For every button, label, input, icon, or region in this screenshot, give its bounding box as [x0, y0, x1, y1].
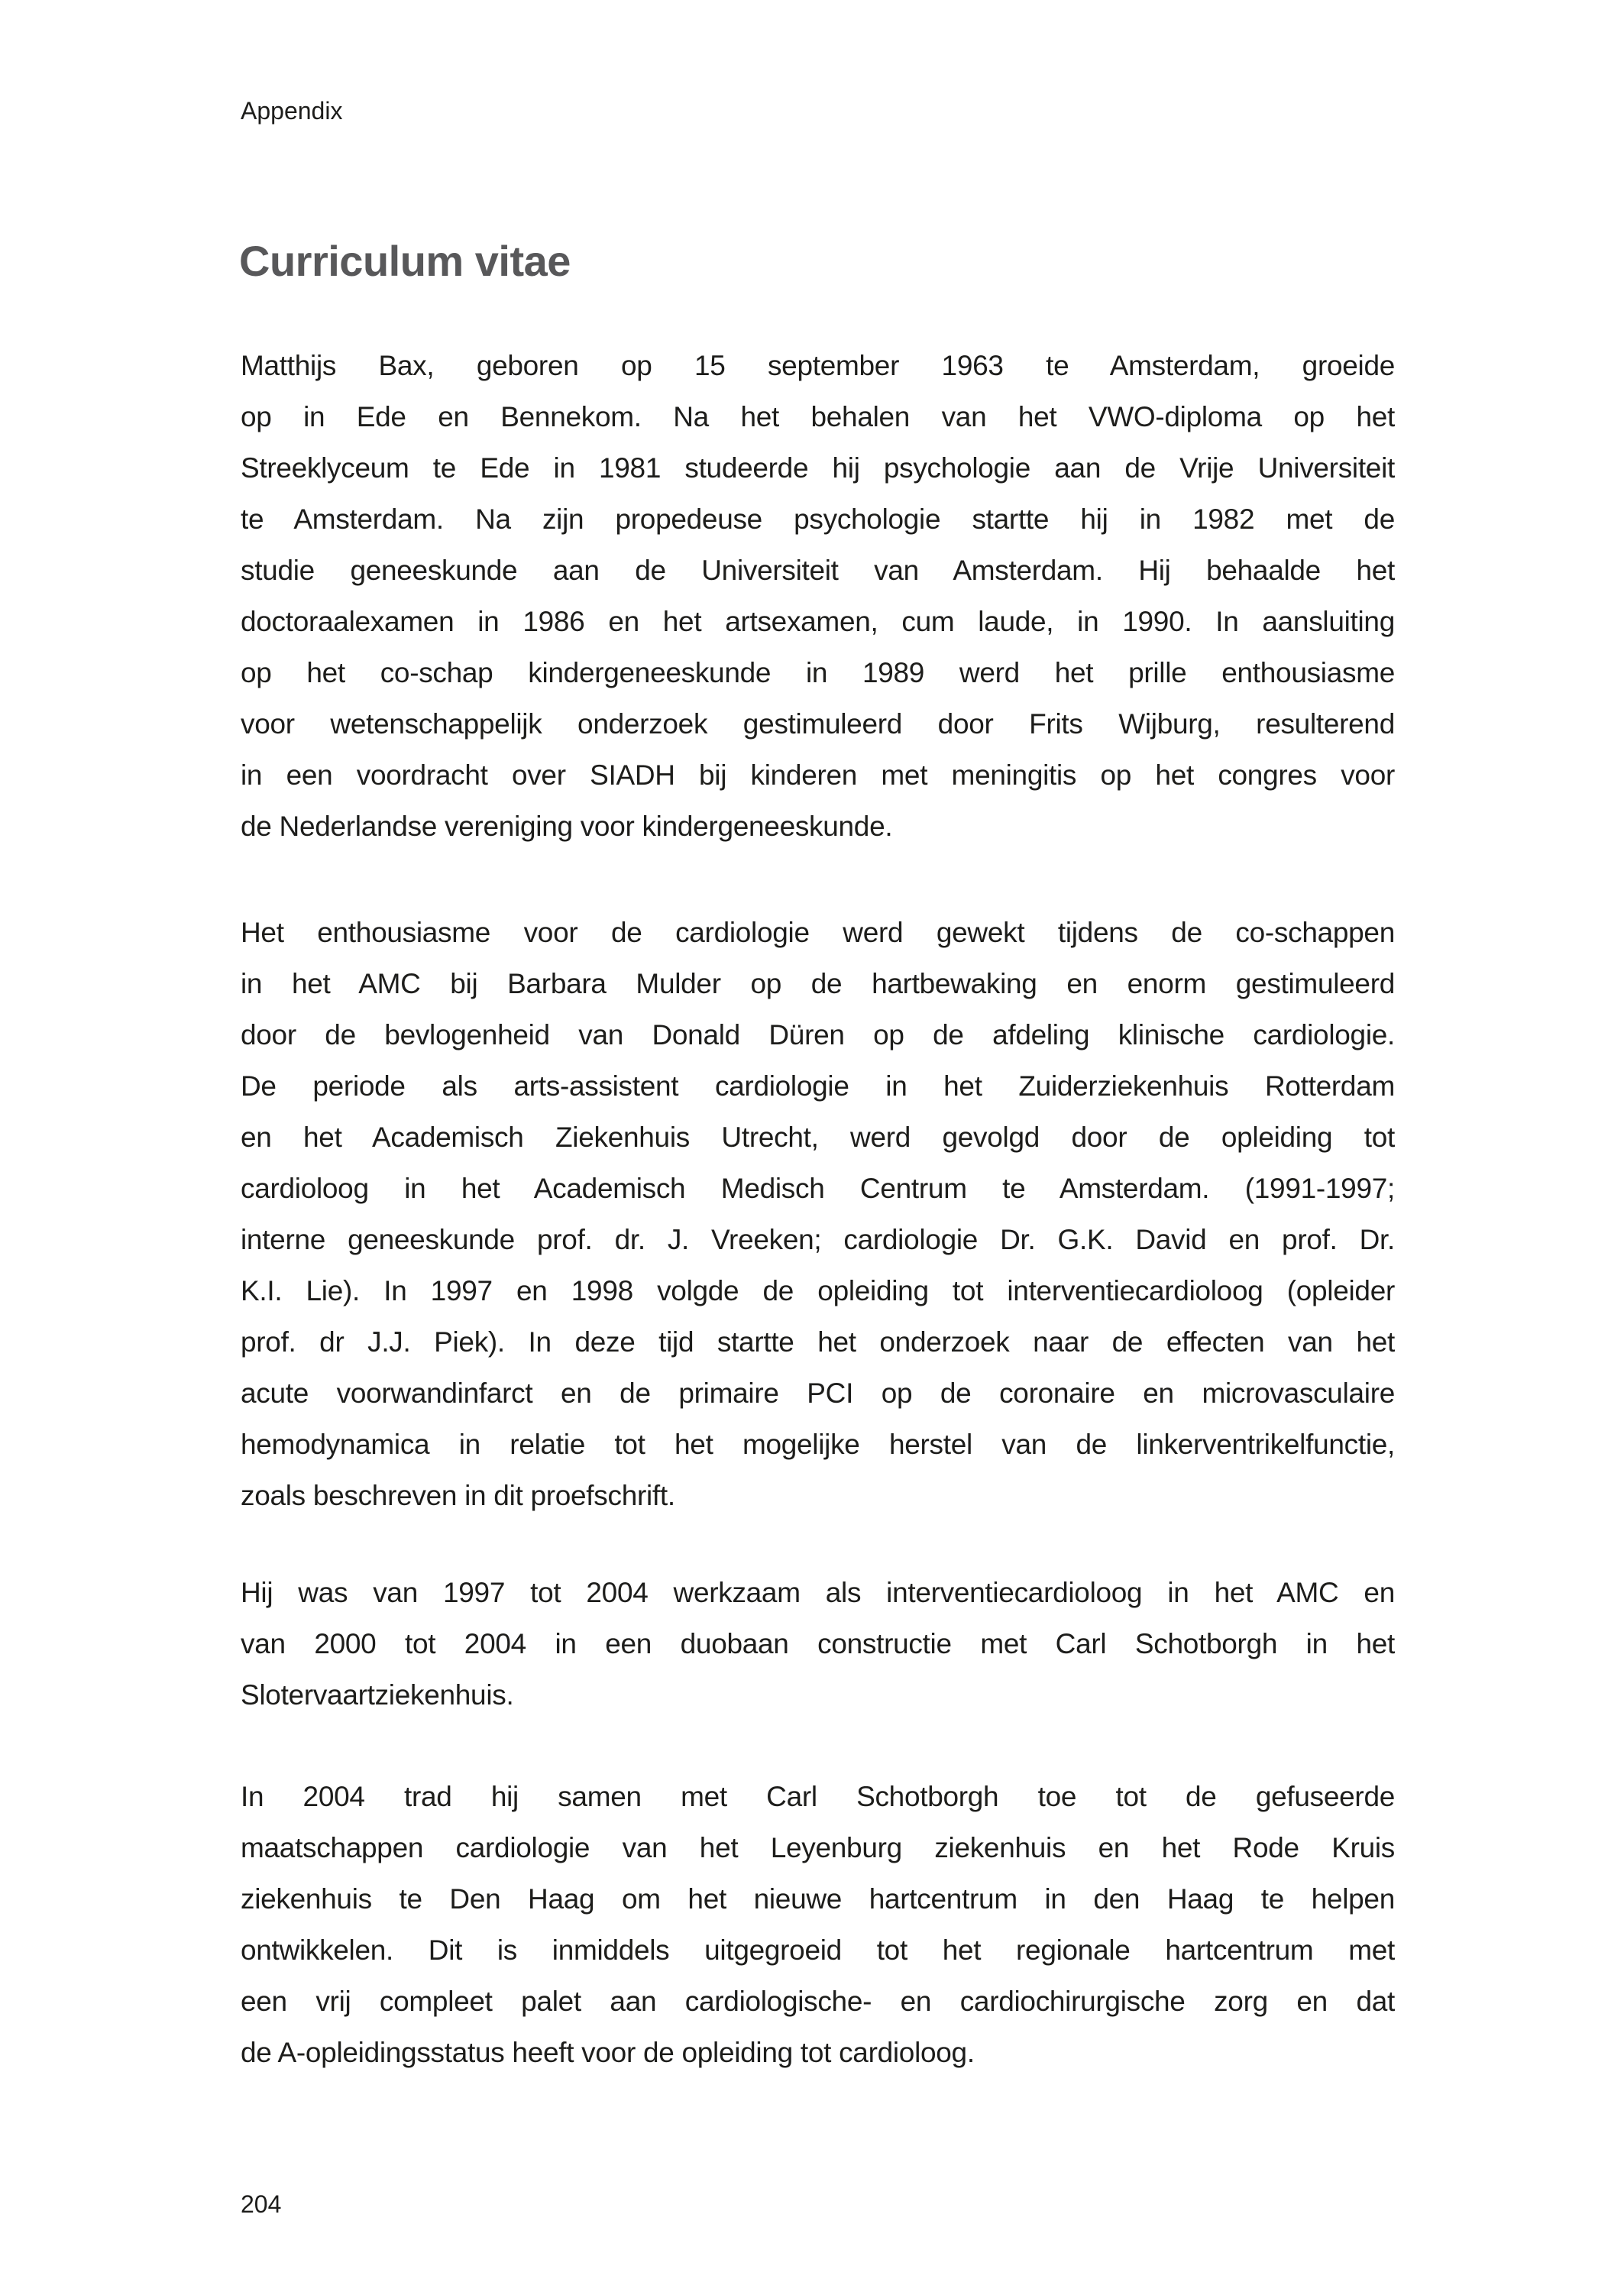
- text-line: Streeklyceum te Ede in 1981 studeerde hij psychologie aan de Vrije Universiteit: [241, 452, 1395, 484]
- text-line: door de bevlogenheid van Donald Düren op de afdeling klinische cardiologie.: [241, 1019, 1395, 1050]
- text-line: Slotervaartziekenhuis.: [241, 1679, 514, 1711]
- text-line: in het AMC bij Barbara Mulder op de hartbewaking en enorm gestimuleerd: [241, 968, 1395, 999]
- paragraph-1: [241, 340, 1395, 852]
- text-line: K.I. Lie). In 1997 en 1998 volgde de opleiding tot interventiecardioloog (opleider: [241, 1275, 1395, 1306]
- text-line: Hij was van 1997 tot 2004 werkzaam als interventiecardioloog in het AMC en: [241, 1577, 1395, 1608]
- text-line: de A-opleidingsstatus heeft voor de opleiding tot cardioloog.: [241, 2037, 975, 2068]
- text-line: op in Ede en Bennekom. Na het behalen van het VWO-diploma op het: [241, 401, 1395, 432]
- text-line: een vrij compleet palet aan cardiologische- en cardiochirurgische zorg en dat: [241, 1986, 1395, 2017]
- text-line: studie geneeskunde aan de Universiteit van Amsterdam. Hij behaalde het: [241, 555, 1395, 586]
- text-line: In 2004 trad hij samen met Carl Schotborgh toe tot de gefuseerde: [241, 1781, 1395, 1812]
- text-line: zoals beschreven in dit proefschrift.: [241, 1480, 675, 1511]
- page-number: 204: [241, 2190, 282, 2218]
- text-line: De periode als arts-assistent cardiologie in het Zuiderziekenhuis Rotterdam: [241, 1070, 1395, 1102]
- text-line: op het co-schap kindergeneeskunde in 1989 werd het prille enthousiasme: [241, 657, 1395, 688]
- text-line: de Nederlandse vereniging voor kindergeneeskunde.: [241, 811, 893, 842]
- paragraph-3: [241, 1567, 1395, 1721]
- text-line: en het Academisch Ziekenhuis Utrecht, werd gevolgd door de opleiding tot: [241, 1122, 1395, 1153]
- text-line: cardioloog in het Academisch Medisch Centrum te Amsterdam. (1991-1997;: [241, 1173, 1395, 1204]
- text-line: interne geneeskunde prof. dr. J. Vreeken; cardiologie Dr. G.K. David en prof. Dr.: [241, 1224, 1395, 1255]
- text-line: ziekenhuis te Den Haag om het nieuwe hartcentrum in den Haag te helpen: [241, 1883, 1395, 1915]
- text-line: in een voordracht over SIADH bij kinderen met meningitis op het congres voor: [241, 759, 1395, 791]
- text-line: voor wetenschappelijk onderzoek gestimuleerd door Frits Wijburg, resulterend: [241, 708, 1395, 740]
- text-line: maatschappen cardiologie van het Leyenburg ziekenhuis en het Rode Kruis: [241, 1832, 1395, 1863]
- text-line: te Amsterdam. Na zijn propedeuse psychologie startte hij in 1982 met de: [241, 503, 1395, 535]
- page-title: Curriculum vitae: [239, 237, 571, 285]
- text-line: prof. dr J.J. Piek). In deze tijd startte het onderzoek naar de effecten van het: [241, 1326, 1395, 1358]
- running-head: Appendix: [241, 97, 343, 125]
- text-line: van 2000 tot 2004 in een duobaan constructie met Carl Schotborgh in het: [241, 1628, 1395, 1659]
- paragraph-2: [241, 907, 1395, 1521]
- text-line: acute voorwandinfarct en de primaire PCI op de coronaire en microvasculaire: [241, 1377, 1395, 1409]
- text-line: Het enthousiasme voor de cardiologie werd gewekt tijdens de co-schappen: [241, 917, 1395, 948]
- text-line: doctoraalexamen in 1986 en het artsexamen, cum laude, in 1990. In aansluiting: [241, 606, 1395, 637]
- text-line: ontwikkelen. Dit is inmiddels uitgegroeid tot het regionale hartcentrum met: [241, 1934, 1395, 1966]
- text-line: Matthijs Bax, geboren op 15 september 1963 te Amsterdam, groeide: [241, 350, 1395, 381]
- text-line: hemodynamica in relatie tot het mogelijke herstel van de linkerventrikelfunctie,: [241, 1429, 1395, 1460]
- paragraph-4: [241, 1771, 1395, 2078]
